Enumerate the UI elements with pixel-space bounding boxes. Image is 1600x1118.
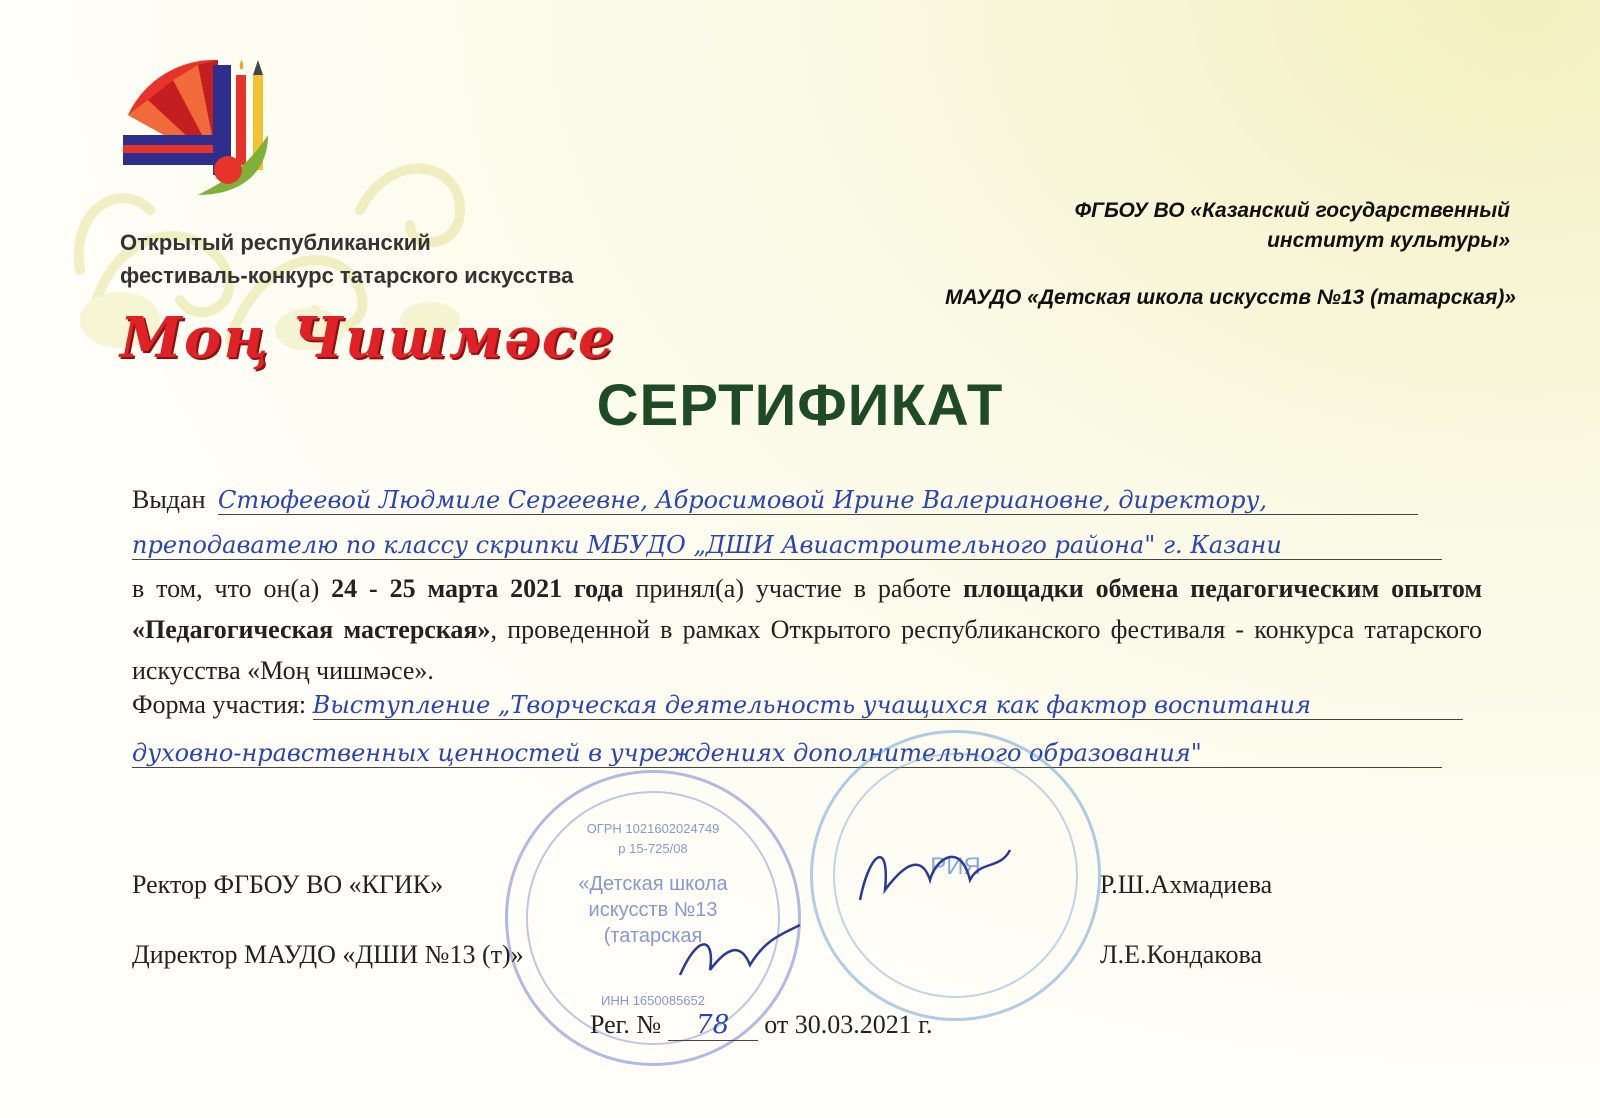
recipient-line2-row: [132, 530, 1442, 570]
stamp-line1: «Детская школа: [578, 873, 728, 895]
event-dates: 24 - 25 марта 2021 года: [331, 574, 624, 603]
participation-handwritten-line2: духовно-нравственных ценностей в учреждениях дополнительного образования": [132, 739, 1442, 768]
registration-line: [590, 1010, 932, 1041]
institute-stamp-text: РИЯ: [930, 853, 981, 880]
director-signature-scribble: [670, 920, 810, 990]
rector-name: Р.Ш.Ахмадиева: [1100, 870, 1273, 899]
issued-line: [132, 485, 1418, 525]
registration-date: 30.03.2021 г.: [794, 1010, 933, 1039]
registration-label: Рег. №: [590, 1010, 662, 1039]
organizer-school: МАУДО «Детская школа искусств №13 (татарская)»: [945, 286, 1516, 309]
statement-paragraph: [132, 568, 1482, 691]
statement-part2: принял(а) участие в работе: [635, 574, 952, 603]
organizer-left-line2: фестиваль-конкурс татарского искусства: [120, 263, 574, 288]
organizer-left-line1: Открытый республиканский: [120, 230, 431, 255]
organizer-institute: [810, 196, 1510, 256]
statement-part3: , проведенной в рамках Открытого республиканского фестиваля - конкурса татарского искусства «Моң чишмәсе».: [132, 615, 1482, 685]
organizer-institute-line1: ФГБОУ ВО «Казанский государственный: [1074, 199, 1510, 222]
stamp-reg: р 15-725/08: [618, 841, 688, 856]
recipient-handwritten-line2: преподавателю по классу скрипки МБУДО „ДШИ Авиастроительного района" г. Казани: [132, 531, 1442, 560]
festival-name-logo: Моң Чишмәсе: [120, 305, 616, 371]
director-signature-role: Директор МАУДО «ДШИ №13 (т)»: [132, 940, 524, 969]
participation-handwritten-line1: Выступление „Творческая деятельность учащихся как фактор воспитания: [313, 691, 1463, 720]
issued-label: Выдан: [132, 485, 206, 514]
participation-row2: [132, 738, 1442, 778]
festival-emblem-logo: [118, 55, 318, 205]
director-name: Л.Е.Кондакова: [1100, 940, 1263, 969]
certificate-title: СЕРТИФИКАТ: [596, 373, 1004, 438]
organizer-left: [120, 226, 573, 292]
organizer-institute-line2: институт культуры»: [1267, 229, 1510, 252]
stamp-inn: ИНН 1650085652: [600, 993, 706, 1008]
statement-part1: в том, что он(а): [132, 574, 320, 603]
rector-signature-role: Ректор ФГБОУ ВО «КГИК»: [132, 870, 444, 899]
rector-signature-scribble: [850, 830, 1020, 920]
stamp-line2: искусств №13: [588, 899, 718, 921]
stamp-line3: (татарская: [603, 925, 703, 947]
registration-date-label: от: [764, 1010, 789, 1039]
participation-label: Форма участия:: [132, 690, 307, 719]
registration-number: 78: [668, 1010, 758, 1041]
platform-name: площадки обмена педагогическим опытом «Педагогическая мастерская»: [132, 574, 1483, 644]
stamp-ogrn: ОГРН 1021602024749: [586, 821, 720, 836]
participation-row: [132, 690, 1463, 730]
recipient-handwritten-line1: Стюфеевой Людмиле Сергеевне, Абросимовой Ирине Валериановне, директору,: [218, 486, 1418, 515]
